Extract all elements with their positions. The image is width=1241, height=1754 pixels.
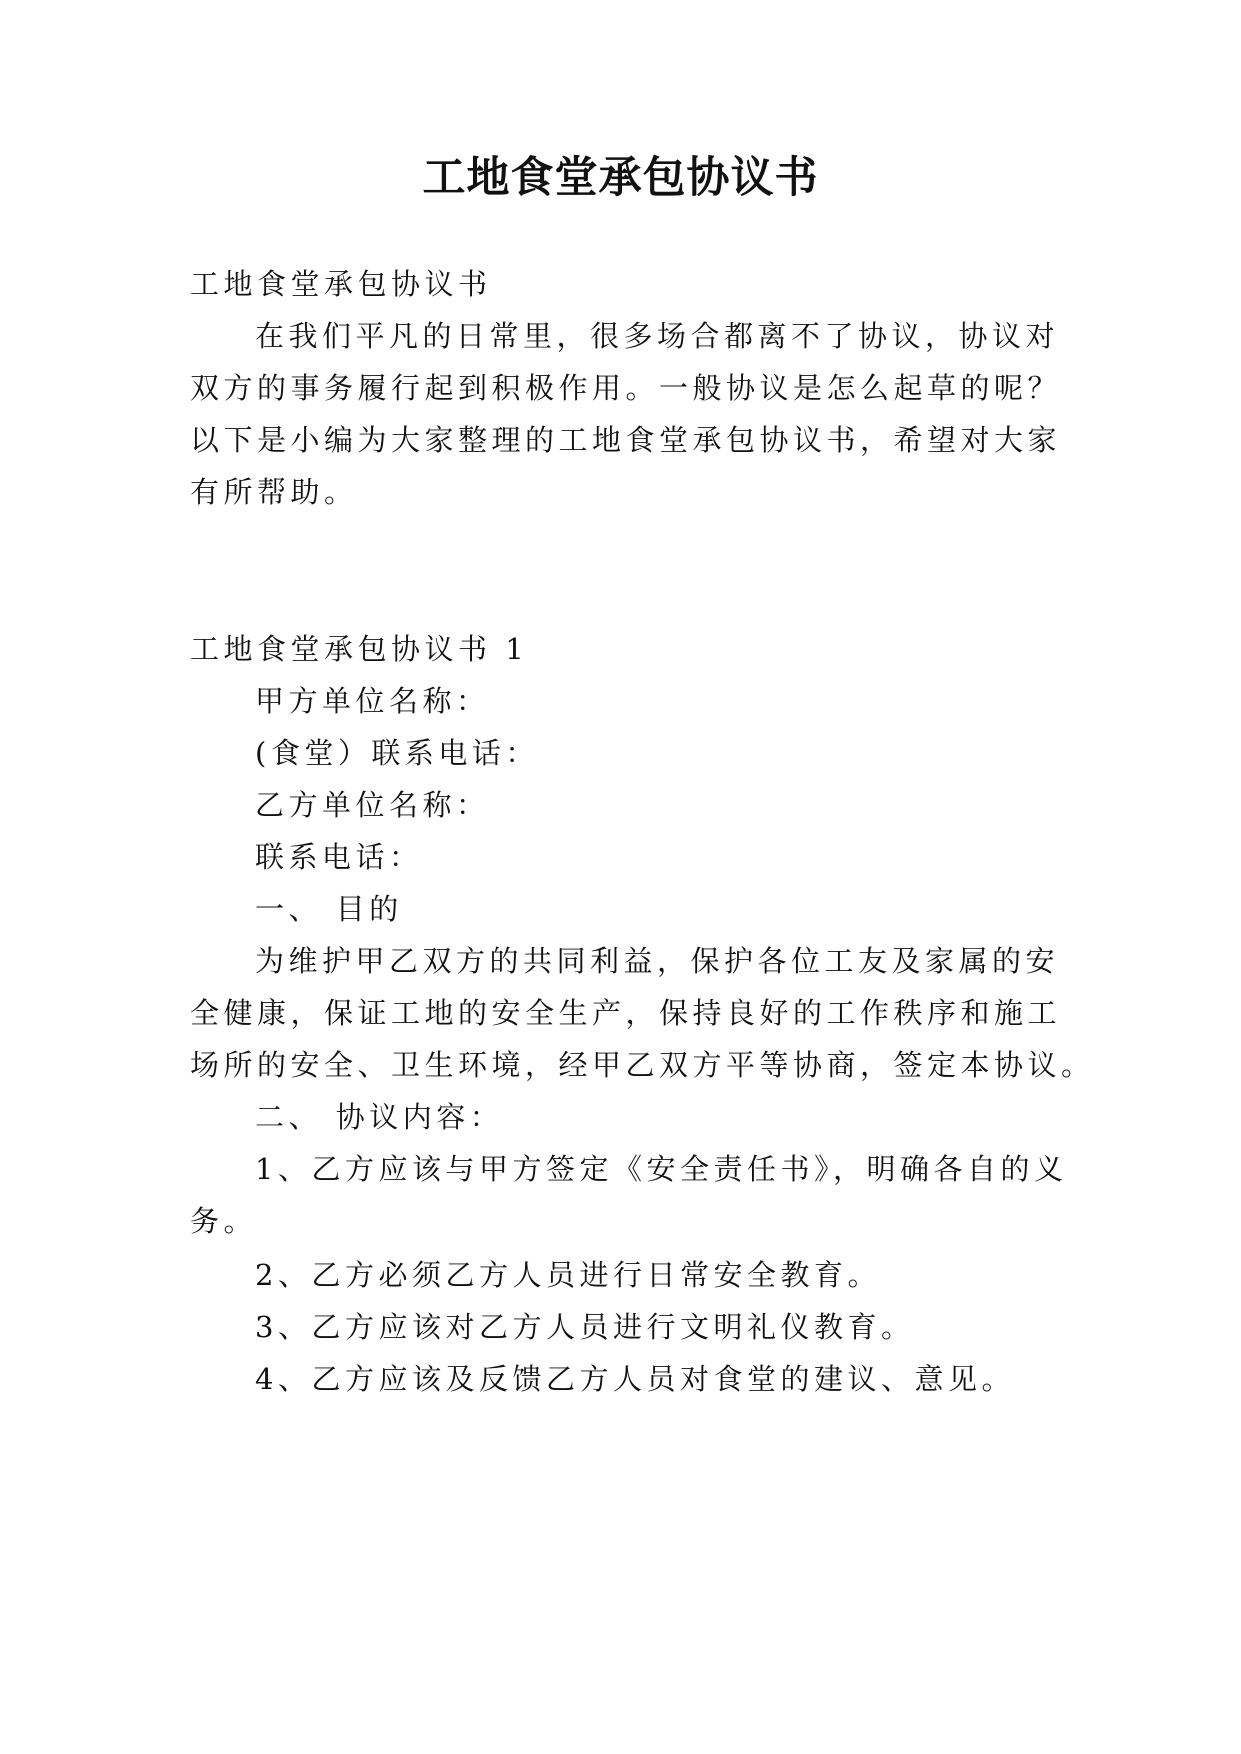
party-b-phone: 联系电话： xyxy=(255,840,423,874)
document-title: 工地食堂承包协议书 xyxy=(422,153,819,203)
party-a-phone: (食堂）联系电话： xyxy=(255,736,539,770)
intro-line-3: 以下是小编为大家整理的工地食堂承包协议书，希望对大家 xyxy=(190,423,1062,457)
clause-2: 2、乙方必须乙方人员进行日常安全教育。 xyxy=(255,1258,881,1292)
clause-1-line-1: 1、乙方应该与甲方签定《安全责任书》，明确各自的义 xyxy=(255,1152,1068,1186)
purpose-line-1: 为维护甲乙双方的共同利益，保护各位工友及家属的安 xyxy=(255,944,1060,978)
heading-agreement-content: 二、 协议内容： xyxy=(255,1100,504,1134)
purpose-line-3: 场所的安全、卫生环境，经甲乙双方平等协商，签定本协议。 xyxy=(190,1048,1095,1082)
heading-purpose: 一、 目的 xyxy=(255,892,403,926)
intro-line-2: 双方的事务履行起到积极作用。一般协议是怎么起草的呢？ xyxy=(190,371,1062,405)
clause-1-line-2: 务。 xyxy=(190,1204,258,1238)
document-subtitle: 工地食堂承包协议书 xyxy=(190,267,492,301)
intro-line-1: 在我们平凡的日常里，很多场合都离不了协议，协议对 xyxy=(255,319,1060,353)
clause-3: 3、乙方应该对乙方人员进行文明礼仪教育。 xyxy=(255,1310,915,1344)
party-a-name: 甲方单位名称： xyxy=(255,684,490,718)
purpose-line-2: 全健康，保证工地的安全生产，保持良好的工作秩序和施工 xyxy=(190,996,1062,1030)
party-b-name: 乙方单位名称： xyxy=(255,788,490,822)
clause-4: 4、乙方应该及反馈乙方人员对食堂的建议、意见。 xyxy=(255,1362,1015,1396)
section-title: 工地食堂承包协议书 1 xyxy=(190,632,529,666)
intro-line-4: 有所帮助。 xyxy=(190,475,358,509)
